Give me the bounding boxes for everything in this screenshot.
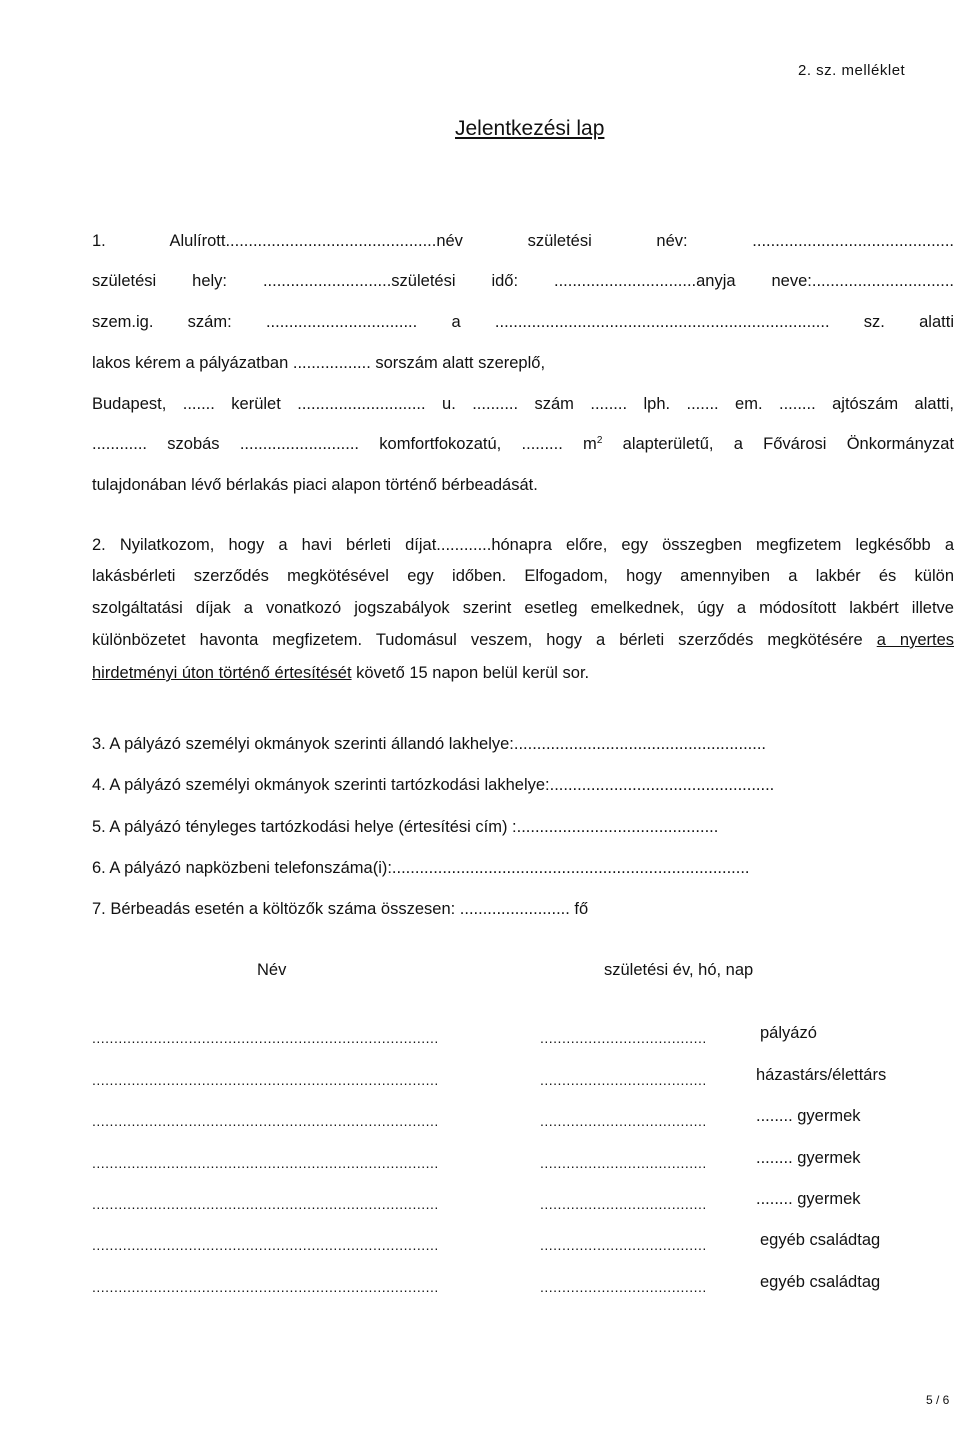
section1-line4: lakos kérem a pályázatban ................. sorszám alatt szereplő,: [92, 354, 546, 372]
row-birth-field: ......................................: [540, 1072, 707, 1088]
section2-line5: [92, 664, 589, 683]
row-birth-field: ......................................: [540, 1237, 707, 1253]
section2-line4-text: különbözetet havonta megfizetem. Tudomásul veszem, hogy a bérleti szerződés megkötésére: [92, 631, 877, 649]
item-temporary-address: 4. A pályázó személyi okmányok szerinti tartózkodási lakhelye:.................................................: [92, 776, 775, 794]
section1-line6: [92, 435, 954, 454]
section2-line4: [92, 631, 954, 650]
row-birth-field: ......................................: [540, 1113, 707, 1129]
section1-line1: 1. Alulírott..............................................név születési név: ............................................: [92, 232, 954, 250]
row-name-field: ...............................................................................: [92, 1072, 439, 1088]
section1-line6-start: ............ szobás .......................... komfortfokozatú, ......... m: [92, 435, 597, 453]
section2-line1: 2. Nyilatkozom, hogy a havi bérleti díjat............hónapra előre, egy összegben megfizetem legkésőbb a: [92, 536, 954, 554]
row-birth-field: ......................................: [540, 1196, 707, 1212]
section2-line5-underlined: hirdetményi úton történő értesítését: [92, 664, 352, 682]
section1-line5: Budapest, ....... kerület ............................ u. .......... szám ........ lph. ....... em. ........ ajtószám alatti,: [92, 395, 954, 413]
row-role: házastárs/élettárs: [756, 1066, 887, 1084]
row-role: ........ gyermek: [756, 1107, 861, 1125]
row-name-field: ...............................................................................: [92, 1030, 439, 1046]
squared-superscript: 2: [596, 435, 603, 446]
row-role: ........ gyermek: [756, 1190, 861, 1208]
row-birth-field: ......................................: [540, 1279, 707, 1295]
section2-line5-text: követő 15 napon belül kerül sor.: [351, 664, 590, 682]
row-name-field: ...............................................................................: [92, 1237, 439, 1253]
item-permanent-address: 3. A pályázó személyi okmányok szerinti állandó lakhelye:.......................................................: [92, 735, 767, 753]
page-number: 5 / 6: [926, 1393, 950, 1407]
row-name-field: ...............................................................................: [92, 1279, 439, 1295]
item-phone: 6. A pályázó napközbeni telefonszáma(i):..............................................................................: [92, 859, 750, 877]
header-name: Név: [257, 961, 287, 979]
row-role: egyéb családtag: [760, 1231, 881, 1249]
section2-line4-underlined: a nyertes: [876, 631, 954, 649]
annex-label: 2. sz. melléklet: [798, 62, 906, 79]
row-role: pályázó: [760, 1024, 817, 1042]
section1-line2: születési hely: ............................születési idő: ...............................anyja neve:...............................: [92, 272, 954, 290]
item-actual-address: 5. A pályázó tényleges tartózkodási helye (értesítési cím) :............................................: [92, 818, 719, 836]
row-birth-field: ......................................: [540, 1155, 707, 1171]
section2-line3: szolgáltatási díjak a vonatkozó jogszabályok szerint esetleg emelkednek, úgy a módosított lakbért illetve: [92, 599, 954, 617]
header-birth-date: születési év, hó, nap: [604, 961, 754, 979]
row-name-field: ...............................................................................: [92, 1196, 439, 1212]
row-role: ........ gyermek: [756, 1149, 861, 1167]
section2-line2: lakásbérleti szerződés megkötésével egy időben. Elfogadom, hogy amennyiben a lakbér és külön: [92, 567, 954, 585]
item-movers-count: 7. Bérbeadás esetén a költözők száma összesen: ........................ fő: [92, 900, 589, 918]
row-name-field: ...............................................................................: [92, 1155, 439, 1171]
section1-line6-end: alapterületű, a Fővárosi Önkormányzat: [602, 435, 955, 453]
section1-line7: tulajdonában lévő bérlakás piaci alapon történő bérbeadását.: [92, 476, 538, 494]
row-name-field: ...............................................................................: [92, 1113, 439, 1129]
row-role: egyéb családtag: [760, 1273, 881, 1291]
section1-line3: szem.ig. szám: ................................. a ......................................................................... sz. alatti: [92, 313, 954, 331]
row-birth-field: ......................................: [540, 1030, 707, 1046]
page-title: Jelentkezési lap: [455, 117, 605, 140]
